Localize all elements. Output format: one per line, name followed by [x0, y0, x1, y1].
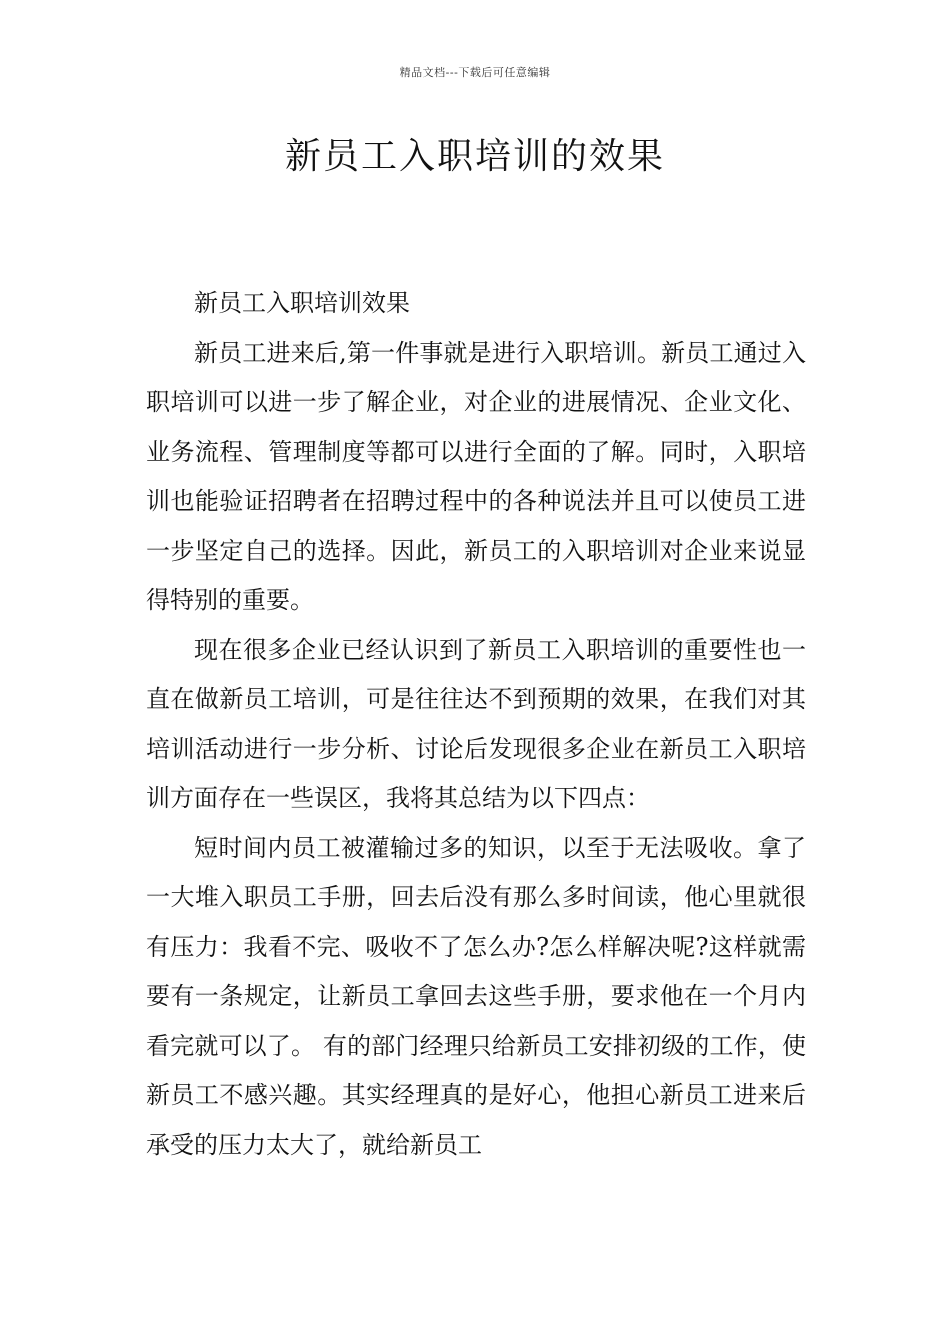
- paragraph-subtitle: 新员工入职培训效果: [194, 289, 410, 317]
- paragraph: 新员工进来后,第一件事就是进行入职培训。新员工通过入职培训可以进一步了解企业，对企业的进展情况、企业文化、业务流程、管理制度等都可以进行全面的了解。同时，入职培训也能验证招聘者在招聘过程中的各种说法并且可以使员工进一步坚定自己的选择。因此，新员工的入职培训对企业来说显得特别的重要。: [146, 338, 806, 614]
- paragraph: 短时间内员工被灌输过多的知识，以至于无法吸收。拿了一大堆入职员工手册，回去后没有那么多时间读，他心里就很有压力：我看不完、吸收不了怎么办?怎么样解决呢?这样就需要有一条规定，让新员工拿回去这些手册，要求他在一个月内看完就可以了。 有的部门经理只给新员工安排初级的工作，使新员工不感兴趣。其实经理真的是好心，他担心新员工进来后承受的压力太大了，就给新员工: [146, 833, 806, 1159]
- paragraph: 现在很多企业已经认识到了新员工入职培训的重要性也一直在做新员工培训，可是往往达不到预期的效果，在我们对其培训活动进行一步分析、讨论后发现很多企业在新员工入职培训方面存在一些误区，我将其总结为以下四点：: [146, 635, 806, 812]
- page-header: 精品文档---下载后可任意编辑: [399, 66, 551, 79]
- document-body: [146, 279, 806, 1170]
- document-title: 新员工入职培训的效果: [284, 136, 665, 177]
